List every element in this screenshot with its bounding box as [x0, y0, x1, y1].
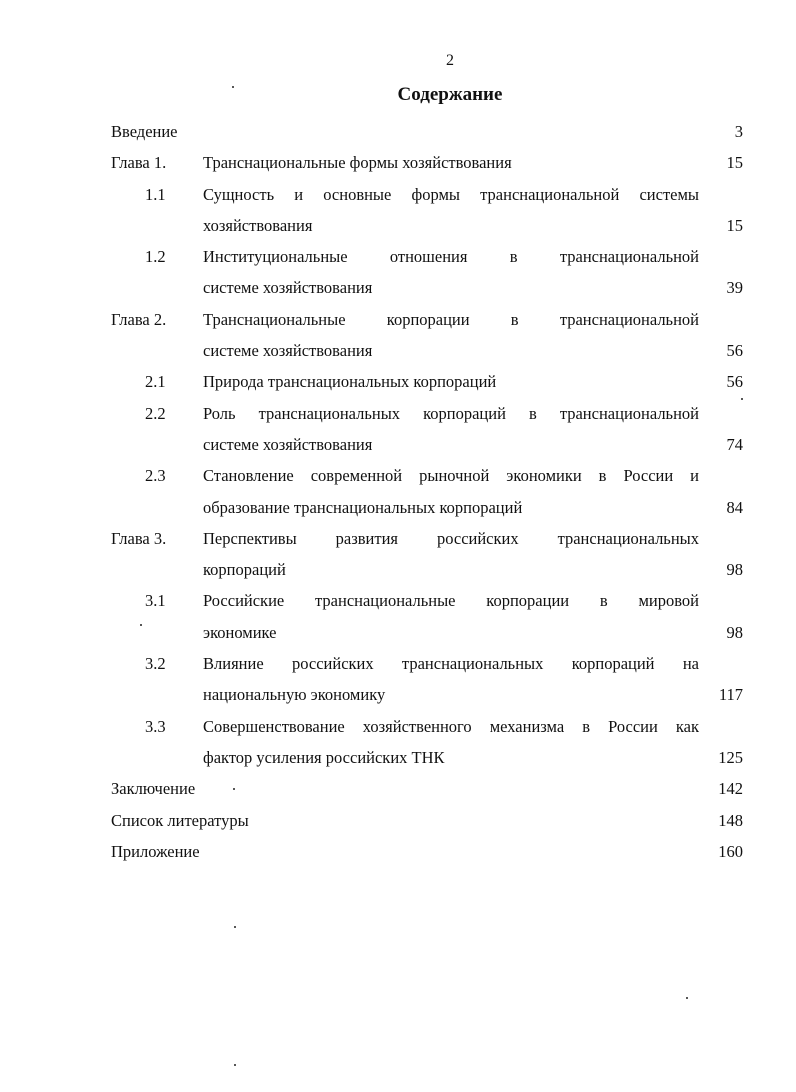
toc-entry-title — [111, 116, 691, 147]
toc-entry-line: Введение — [111, 122, 178, 141]
toc-entry-number: 3.1 — [145, 591, 166, 611]
toc-entry-page: 56 — [726, 341, 743, 361]
toc-entry-line: Приложение — [111, 841, 200, 861]
toc-entry-line: Заключение — [111, 779, 196, 799]
toc-entry-number: 1.1 — [145, 184, 166, 204]
toc-entry-line: Сущность и основные формы транснациональной системы — [203, 184, 699, 204]
toc-entry-title — [203, 147, 699, 178]
toc-entry — [111, 523, 743, 586]
toc-entry-line: корпораций — [203, 560, 286, 580]
toc-entry-line: Список литературы — [111, 810, 249, 830]
toc-entry-title — [111, 836, 691, 867]
scan-speck — [741, 398, 743, 400]
toc-entry-page: 117 — [718, 685, 743, 705]
toc-entry-page: 3 — [734, 122, 743, 141]
toc-entry-line: национальную экономику — [203, 685, 386, 705]
toc-entry-line: экономике — [203, 622, 277, 642]
toc-entry-line: Влияние российских транснациональных корпораций на — [203, 654, 699, 674]
scan-speck — [686, 997, 688, 999]
toc-entry — [111, 241, 743, 304]
toc-entry-page: 98 — [726, 560, 743, 580]
toc-entry-page: 74 — [726, 434, 743, 454]
toc-entry-title — [203, 241, 699, 304]
toc-entry-title — [203, 585, 699, 648]
toc-entry-line: Совершенствование хозяйственного механизма в России как — [203, 716, 699, 736]
toc-entry-line: системе хозяйствования — [203, 341, 373, 361]
toc-entry-page: 15 — [726, 215, 743, 235]
toc-entry-page: 160 — [718, 841, 743, 861]
scan-speck — [140, 624, 142, 626]
toc-entry-title — [203, 648, 699, 711]
toc-entry-line: Транснациональные корпорации в транснациональной — [203, 309, 699, 329]
toc-entry-number: 2.3 — [145, 466, 166, 486]
toc-entry — [111, 585, 743, 648]
toc-entry-page: 98 — [726, 622, 743, 642]
toc-entry-line: Перспективы развития российских транснациональных — [203, 528, 699, 548]
toc-entry-title — [111, 805, 691, 836]
toc-entry-number: Глава 2. — [111, 309, 167, 329]
toc-entry-title — [203, 179, 699, 242]
toc-entry — [111, 147, 743, 178]
toc-entry-title — [111, 773, 691, 804]
toc-entry-title — [203, 304, 699, 367]
toc-entry-line: Становление современной рыночной экономики в России и — [203, 466, 699, 486]
toc-entry-line: Природа транснациональных корпораций — [203, 372, 497, 392]
toc-entry-number: 3.2 — [145, 654, 166, 674]
toc-entry-line: Транснациональные формы хозяйствования — [203, 153, 512, 173]
toc-entry-page: 84 — [726, 497, 743, 517]
toc-entry — [111, 648, 743, 711]
scan-speck — [232, 86, 234, 88]
toc-entry-title — [203, 398, 699, 461]
toc-entry-title — [203, 366, 699, 397]
toc-entry-page: 15 — [726, 153, 743, 173]
toc-entry-page: 148 — [718, 810, 743, 830]
page-number: 2 — [446, 52, 454, 69]
toc-entry-number: 1.2 — [145, 247, 166, 267]
toc-entry — [111, 116, 743, 147]
toc-entry-page: 39 — [726, 278, 743, 298]
toc-entry — [111, 805, 743, 836]
toc-entry-number: 3.3 — [145, 716, 166, 736]
toc-entry — [111, 304, 743, 367]
toc-entry-line: Институциональные отношения в транснациональной — [203, 247, 699, 267]
toc-entry-title — [203, 523, 699, 586]
toc-entry-line: Роль транснациональных корпораций в транснациональной — [203, 403, 699, 423]
page-title: Содержание — [397, 84, 503, 105]
toc-entry-number: Глава 1. — [111, 153, 167, 173]
toc-entry — [111, 773, 743, 804]
toc-entry-page: 56 — [726, 372, 743, 392]
toc-entry-line: фактор усиления российских ТНК — [203, 747, 445, 767]
toc-entry-title — [203, 460, 699, 523]
scan-speck — [234, 1064, 236, 1066]
toc-entry — [111, 366, 743, 397]
toc-entry-line: образование транснациональных корпораций — [203, 497, 523, 517]
toc-entry-line: Российские транснациональные корпорации в мировой — [203, 591, 699, 611]
toc-entry-line: системе хозяйствования — [203, 434, 373, 454]
toc-entry — [111, 398, 743, 461]
toc-entry — [111, 460, 743, 523]
toc-entry-line: системе хозяйствования — [203, 278, 373, 298]
toc-entry-page: 142 — [718, 779, 743, 799]
toc-entry-number: 2.2 — [145, 403, 166, 423]
scan-speck — [233, 788, 235, 790]
toc-entry-page: 125 — [718, 747, 743, 767]
toc-entry — [111, 179, 743, 242]
toc-entry — [111, 711, 743, 774]
toc-entry-number: Глава 3. — [111, 528, 167, 548]
table-of-contents — [111, 116, 743, 867]
toc-entry — [111, 836, 743, 867]
toc-entry-title — [203, 711, 699, 774]
toc-entry-line: хозяйствования — [203, 215, 313, 235]
toc-entry-number: 2.1 — [145, 372, 166, 392]
scan-speck — [234, 926, 236, 928]
